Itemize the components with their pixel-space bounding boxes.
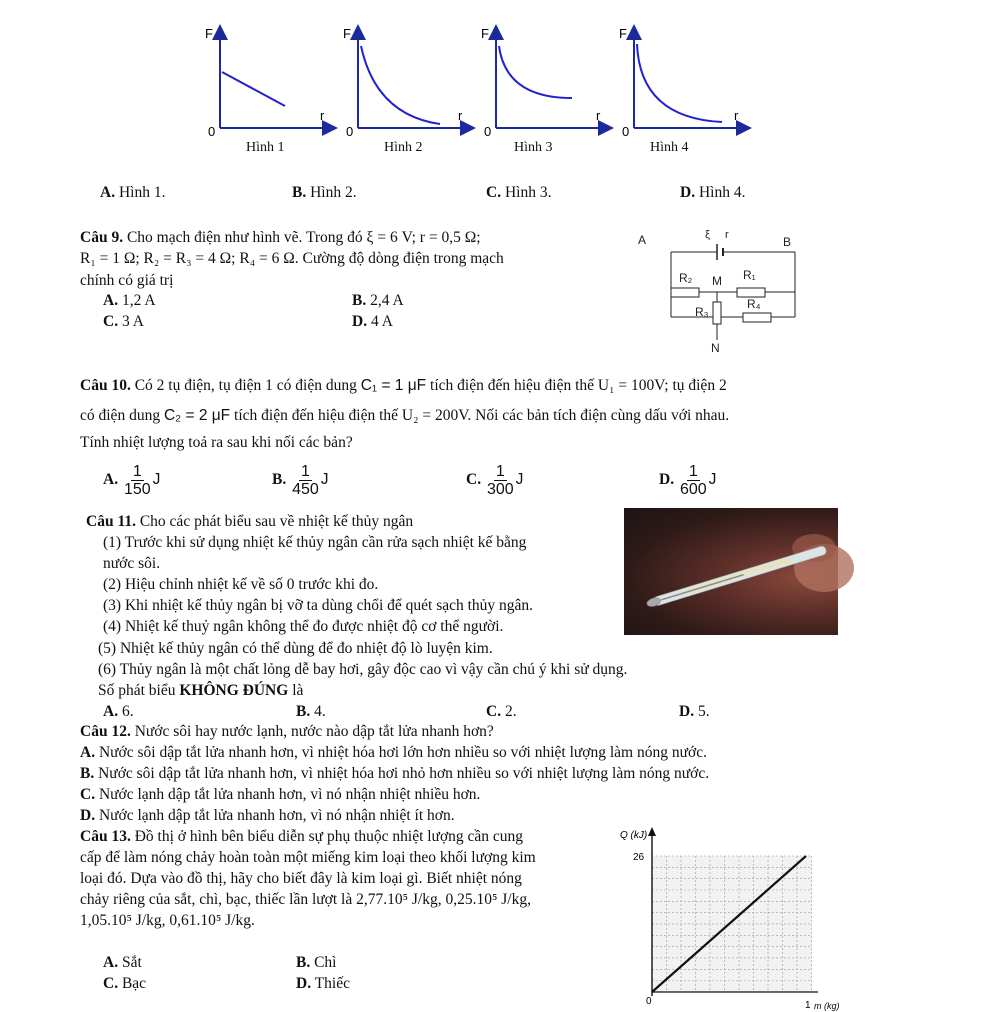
- graph-1: [205, 26, 330, 139]
- q13-option-d[interactable]: D. Thiếc: [296, 975, 350, 992]
- graph-3: [481, 26, 606, 139]
- q13-line-5: 1,05.10⁵ J/kg, 0,61.10⁵ J/kg.: [80, 912, 255, 929]
- r2-label: R₂: [679, 271, 693, 285]
- graph-2-curve: [361, 46, 440, 124]
- r4-label: R₄: [747, 297, 761, 311]
- q12-option-c[interactable]: C. Nước lạnh dập tắt lửa nhanh hơn, vì nó nhận nhiệt nhiều hơn.: [80, 786, 481, 803]
- caption-hinh-1: Hình 1: [246, 140, 285, 155]
- thermometer-photo: [624, 508, 838, 635]
- x-tick-label: 1: [805, 1000, 811, 1011]
- q11-statement-4: (4) Nhiệt kế thuỷ ngân không thể đo được nhiệt độ cơ thể người.: [103, 618, 504, 635]
- q11-option-a[interactable]: A. 6.: [103, 703, 134, 720]
- q11-statement-2: (2) Hiệu chỉnh nhiệt kế về số 0 trước khi đo.: [103, 576, 379, 593]
- q11-statement-1a: (1) Trước khi sử dụng nhiệt kế thủy ngân cần rửa sạch nhiệt kế bằng: [103, 534, 527, 551]
- resistor-r1: [737, 288, 765, 297]
- q11-statement-5: (5) Nhiệt kế thủy ngân có thể dùng để đo nhiệt độ lò luyện kim.: [98, 640, 493, 657]
- y-axis-arrow: [648, 827, 656, 836]
- x-axis-label: m (kg): [814, 1001, 840, 1011]
- q13-option-b[interactable]: B. Chì: [296, 954, 337, 971]
- graph-2-f-label: F: [343, 26, 351, 41]
- graph-3-r-label: r: [596, 108, 601, 123]
- q11-statement-3: (3) Khi nhiệt kế thủy ngân bị vỡ ta dùng chổi để quét sạch thủy ngân.: [103, 597, 534, 614]
- graph-3-origin: 0: [484, 124, 492, 139]
- q10-line-1: Câu 10. Có 2 tụ điện, tụ điện 1 có điện dung C₁ = 1 μF tích điện đến hiệu điện thế U₁ = 100V; tụ điện 2: [80, 377, 727, 394]
- graph-4: [619, 26, 744, 139]
- resistor-r3: [713, 302, 721, 324]
- graph-2-r-label: r: [458, 108, 463, 123]
- x-tick-origin: 0: [646, 996, 652, 1007]
- q10-option-c[interactable]: C. $\frac{1}{300}$ J: [466, 462, 524, 498]
- circuit-diagram: [625, 222, 815, 357]
- q11-option-d[interactable]: D. 5.: [679, 703, 710, 720]
- q13-line-4: chảy riêng của sắt, chì, bạc, thiếc lần lượt là 2,77.10⁵ J/kg, 0,25.10⁵ J/kg,: [80, 891, 531, 908]
- graph-1-origin: 0: [208, 124, 216, 139]
- resistor-r4: [743, 313, 771, 322]
- r-label: r: [725, 229, 729, 241]
- force-graphs: [190, 20, 750, 185]
- caption-hinh-4: Hình 4: [650, 140, 689, 155]
- caption-hinh-2: Hình 2: [384, 140, 423, 155]
- q9-line-1: Câu 9. Cho mạch điện như hình vẽ. Trong đó ξ = 6 V; r = 0,5 Ω;: [80, 229, 481, 246]
- q9-line-3: chính có giá trị: [80, 272, 174, 289]
- q10-option-a[interactable]: A. $\frac{1}{150}$ J: [103, 462, 161, 498]
- q11-question: Số phát biểu KHÔNG ĐÚNG là: [98, 682, 304, 699]
- q10-option-b[interactable]: B. $\frac{1}{450}$ J: [272, 462, 329, 498]
- q9-line-2: R₁ = 1 Ω; R₂ = R₃ = 4 Ω; R₄ = 6 Ω. Cường độ dòng điện trong mạch: [80, 250, 504, 267]
- q11-option-b[interactable]: B. 4.: [296, 703, 326, 720]
- graph-4-origin: 0: [622, 124, 630, 139]
- node-n: N: [711, 341, 720, 355]
- graph-3-curve: [499, 46, 572, 98]
- q12-option-d[interactable]: D. Nước lạnh dập tắt lửa nhanh hơn, vì nó nhận nhiệt ít hơn.: [80, 807, 455, 824]
- q8-option-b[interactable]: B. Hình 2.: [292, 184, 357, 201]
- graph-1-curve: [222, 72, 285, 106]
- q13-option-a[interactable]: A. Sắt: [103, 954, 142, 971]
- graph-2: [343, 26, 468, 139]
- q12-option-b[interactable]: B. Nước sôi dập tắt lửa nhanh hơn, vì nhiệt hóa hơi nhỏ hơn nhiều so với nhiệt lượng làm nóng nước.: [80, 765, 710, 782]
- graph-4-curve: [637, 44, 722, 122]
- heat-mass-chart: [618, 824, 840, 1011]
- q9-option-c[interactable]: C. 3 A: [103, 313, 144, 330]
- graph-4-r-label: r: [734, 108, 739, 123]
- q10-line-3: Tính nhiệt lượng toả ra sau khi nối các bản?: [80, 434, 353, 451]
- q8-option-d[interactable]: D. Hình 4.: [680, 184, 746, 201]
- y-axis-label: Q (kJ): [620, 830, 648, 841]
- graph-3-f-label: F: [481, 26, 489, 41]
- emf-label: ξ: [705, 229, 710, 241]
- node-b: B: [783, 235, 792, 249]
- r3-label: R₃: [695, 305, 709, 319]
- q11-option-c[interactable]: C. 2.: [486, 703, 517, 720]
- graph-4-f-label: F: [619, 26, 627, 41]
- q9-option-a[interactable]: A. 1,2 A: [103, 292, 156, 309]
- y-tick-label: 26: [633, 852, 645, 863]
- q13-line-3: loại đó. Dựa vào đồ thị, hãy cho biết đây là kim loại gì. Biết nhiệt nóng: [80, 870, 522, 887]
- q9-option-b[interactable]: B. 2,4 A: [352, 292, 404, 309]
- q10-option-d[interactable]: D. $\frac{1}{600}$ J: [659, 462, 717, 498]
- graph-1-f-label: F: [205, 26, 213, 41]
- q13-line-2: cấp để làm nóng chảy hoàn toàn một miếng kim loại theo khối lượng kim: [80, 849, 536, 866]
- q9-option-d[interactable]: D. 4 A: [352, 313, 393, 330]
- q13-option-c[interactable]: C. Bạc: [103, 975, 147, 992]
- graph-2-origin: 0: [346, 124, 354, 139]
- q8-option-a[interactable]: A. Hình 1.: [100, 184, 166, 201]
- q8-option-c[interactable]: C. Hình 3.: [486, 184, 552, 201]
- graph-1-r-label: r: [320, 108, 325, 123]
- q12-stem: Câu 12. Nước sôi hay nước lạnh, nước nào dập tắt lửa nhanh hơn?: [80, 723, 494, 740]
- q12-option-a[interactable]: A. Nước sôi dập tắt lửa nhanh hơn, vì nhiệt hóa hơi lớn hơn nhiều so với nhiệt lượng làm nóng nước.: [80, 744, 707, 761]
- resistor-r2: [671, 288, 699, 297]
- q11-statement-6: (6) Thủy ngân là một chất lỏng dễ bay hơi, gây độc cao vì vậy cần chú ý khi sử dụng.: [98, 661, 628, 678]
- q11-intro: Câu 11. Cho các phát biểu sau về nhiệt kế thủy ngân: [86, 513, 414, 530]
- node-a: A: [638, 233, 647, 247]
- caption-hinh-3: Hình 3: [514, 140, 553, 155]
- r1-label: R₁: [743, 268, 756, 282]
- node-m: M: [712, 274, 722, 288]
- q13-line-1: Câu 13. Đồ thị ở hình bên biểu diễn sự phụ thuộc nhiệt lượng cần cung: [80, 828, 524, 845]
- q11-statement-1b: nước sôi.: [103, 555, 161, 572]
- q10-line-2: có điện dung C₂ = 2 μF tích điện đến hiệu điện thế U₂ = 200V. Nối các bản tích điện cùng dấu với nhau.: [80, 407, 730, 424]
